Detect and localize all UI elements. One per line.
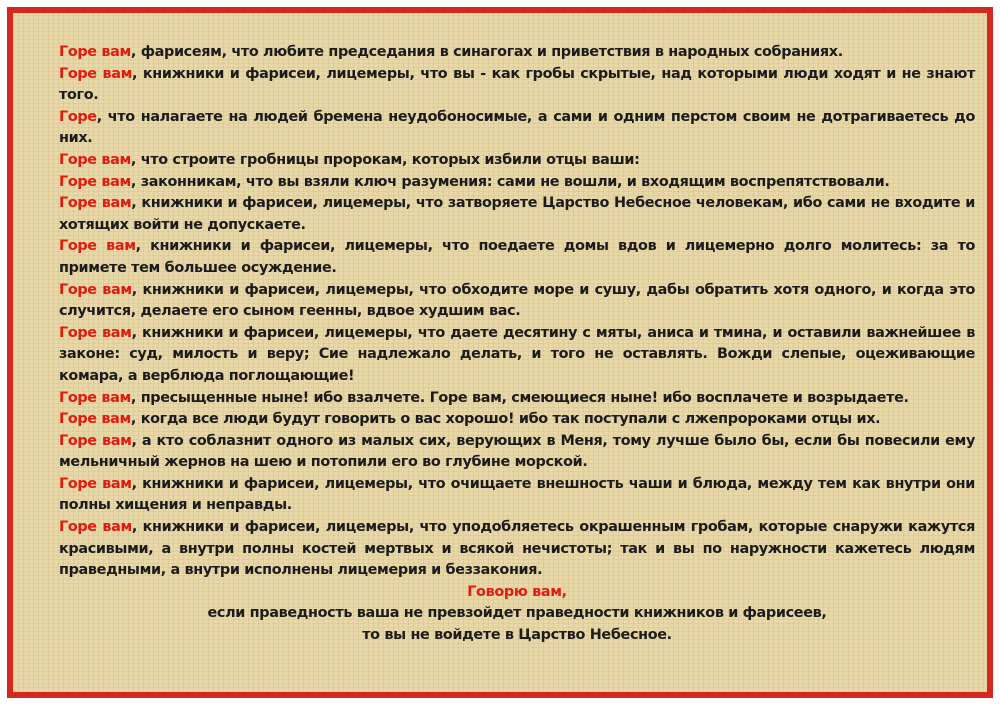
- woe-lead: Горе вам: [59, 519, 132, 536]
- paragraph-3: [59, 107, 975, 150]
- woe-lead: Горе вам: [59, 65, 132, 82]
- paragraph-4: [59, 150, 975, 172]
- closing-lead: Говорю вам,: [467, 583, 567, 600]
- paragraph-12: [59, 431, 975, 474]
- paragraph-body: , книжники и фарисеи, лицемеры, что обходите море и сушу, дабы обратить хотя одного, и когда это случится, делаете его сыном геенны, вдвое худшим вас.: [59, 281, 975, 320]
- woe-lead: Горе вам: [59, 173, 131, 190]
- paragraph-9: [59, 323, 975, 388]
- paragraph-body: , когда все люди будут говорить о вас хорошо! ибо так поступали с лжепророками отцы их.: [130, 411, 881, 428]
- woe-lead: Горе вам: [59, 475, 132, 492]
- paragraph-13: [59, 474, 975, 517]
- woe-lead: Горе вам: [59, 432, 132, 449]
- paragraph-body: , что налагаете на людей бремена неудобоносимые, а сами и одним перстом своим не дотрагиваетесь до них.: [59, 108, 975, 147]
- paragraph-7: [59, 236, 975, 279]
- paragraph-body: , что строите гробницы пророкам, которых избили отцы ваши:: [130, 151, 640, 168]
- paragraph-body: , законникам, что вы взяли ключ разумения: сами не вошли, и входящим воспрепятствовали.: [130, 173, 890, 190]
- woe-lead: Горе вам: [59, 324, 132, 341]
- paragraph-10: [59, 388, 975, 410]
- closing-line-1: если праведность ваша не превзойдет праведности книжников и фарисеев,: [207, 605, 827, 622]
- woe-lead: Горе вам: [59, 238, 136, 255]
- closing-line-2: то вы не войдете в Царство Небесное.: [362, 627, 672, 644]
- woe-lead: Горе вам: [59, 411, 131, 428]
- paragraph-body: , книжники и фарисеи, лицемеры, что поедаете домы вдов и лицемерно долго молитесь: за то примете тем большее осуждение.: [59, 238, 975, 276]
- paragraph-6: [59, 193, 975, 236]
- woe-lead: Горе вам: [59, 195, 132, 212]
- paragraph-body: , книжники и фарисеи, лицемеры, что вы - как гробы скрытые, над которыми люди ходят и не знают того.: [59, 65, 975, 104]
- woe-lead: Горе вам: [59, 389, 131, 406]
- paragraph-body: , книжники и фарисеи, лицемеры, что затворяете Царство Небесное человекам, ибо сами не входите и хотящих войти не допускаете.: [59, 195, 975, 233]
- woe-lead: Горе: [59, 108, 97, 125]
- paragraph-11: [59, 409, 975, 431]
- paragraph-1: [59, 42, 975, 64]
- paragraph-body: , пресыщенные ныне! ибо взалчете. Горе вам, смеющиеся ныне! ибо восплачете и возрыдаете.: [130, 389, 909, 406]
- paragraph-body: , а кто соблазнит одного из малых сих, верующих в Меня, тому лучше было бы, если бы повесили ему мельничный жернов на шею и потопили его во глубине морской.: [59, 432, 975, 471]
- paragraph-8: [59, 280, 975, 323]
- woe-lead: Горе вам: [59, 281, 132, 298]
- paragraph-body: , фарисеям, что любите председания в синагогах и приветствия в народных собраниях.: [130, 44, 843, 60]
- scripture-text: [59, 42, 975, 647]
- paragraph-14: [59, 517, 975, 582]
- paragraph-2: [59, 64, 975, 107]
- paragraph-body: , книжники и фарисеи, лицемеры, что уподобляетесь окрашенным гробам, которые снаружи кажутся красивыми, а внутри полны костей мертвых и всякой нечистоты; так и вы по наружности кажетесь людям праведными, а внутри исполнены лицемерия и беззакония.: [59, 519, 975, 579]
- paragraph-body: , книжники и фарисеи, лицемеры, что даете десятину с мяты, аниса и тмина, и оставили важнейшее в законе: суд, милость и веру; Сие надлежало делать, и того не оставлять. Вожди слепые, оцеживающие комара, а верблюда поглощающие!: [59, 324, 975, 384]
- paragraph-body: , книжники и фарисеи, лицемеры, что очищаете внешность чаши и блюда, между тем как внутри они полны хищения и неправды.: [59, 475, 975, 514]
- woe-lead: Горе вам: [59, 151, 131, 168]
- paragraph-5: [59, 172, 975, 194]
- woe-lead: Горе вам: [59, 44, 131, 60]
- parchment-frame: [7, 7, 993, 698]
